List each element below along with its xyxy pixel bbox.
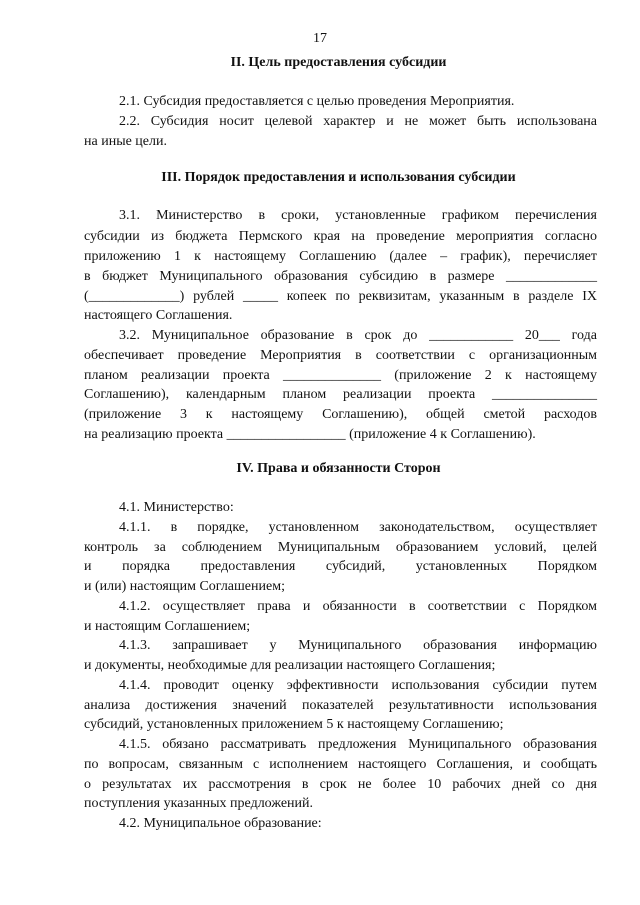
paragraph-2-2-line: 2.2. Субсидия носит целевой характер и не может быть использована — [119, 114, 597, 129]
paragraph-4-1-1-line: и порядка предоставления субсидий, установленных Порядком — [84, 559, 597, 574]
paragraph-4-1-1-line: 4.1.1. в порядке, установленном законодательством, осуществляет — [119, 520, 597, 535]
paragraph-4-1-3-line: и документы, необходимые для реализации настоящего Соглашения; — [84, 658, 496, 673]
paragraph-4-1-1-line: и (или) настоящим Соглашением; — [84, 579, 285, 594]
paragraph-4-1-5-line: о результатах их рассмотрения в срок не более 10 рабочих дней со дня — [84, 777, 597, 792]
paragraph-3-2-line: обеспечивает проведение Мероприятия в соответствии с организационным — [84, 348, 597, 363]
paragraph-4-1-5-line: 4.1.5. обязано рассматривать предложения Муниципального образования — [119, 737, 597, 752]
paragraph-3-1-line: субсидии из бюджета Пермского края на проведение мероприятия согласно — [84, 229, 597, 244]
section-2-heading: II. Цель предоставления субсидии — [230, 55, 447, 70]
paragraph-4-2: 4.2. Муниципальное образование: — [119, 816, 322, 831]
section-3-heading: III. Порядок предоставления и использования субсидии — [161, 170, 516, 185]
section-4-heading: IV. Права и обязанности Сторон — [236, 461, 441, 476]
paragraph-3-1-line: приложению 1 к настоящему Соглашению (далее – график), перечисляет — [84, 249, 597, 264]
paragraph-4-1-1-line: контроль за соблюдением Муниципальным образованием условий, целей — [84, 540, 597, 555]
paragraph-4-1-4-line: анализа достижения значений показателей результативности использования — [84, 698, 597, 713]
paragraph-3-2-line: на реализацию проекта _________________ (приложение 4 к Соглашению). — [84, 427, 536, 442]
paragraph-3-1-line: 3.1. Министерство в сроки, установленные графиком перечисления — [119, 208, 597, 223]
paragraph-4-1-5-line: по вопросам, связанным с исполнением настоящего Соглашения, и сообщать — [84, 757, 597, 772]
paragraph-4-1-4-line: субсидий, установленных приложением 5 к настоящему Соглашению; — [84, 717, 504, 732]
paragraph-2-1: 2.1. Субсидия предоставляется с целью проведения Мероприятия. — [119, 94, 515, 109]
paragraph-3-2-line: Соглашению), календарным планом реализации проекта _______________ — [84, 387, 597, 402]
paragraph-2-2-line: на иные цели. — [84, 134, 167, 149]
paragraph-4-1-4-line: 4.1.4. проводит оценку эффективности использования субсидии путем — [119, 678, 597, 693]
paragraph-4-1: 4.1. Министерство: — [119, 500, 234, 515]
paragraph-3-1-line: (_____________) рублей _____ копеек по реквизитам, указанным в разделе IX — [84, 289, 597, 304]
page-number: 17 — [313, 31, 327, 46]
paragraph-4-1-2-line: и настоящим Соглашением; — [84, 619, 251, 634]
paragraph-4-1-5-line: поступления указанных предложений. — [84, 796, 314, 811]
paragraph-3-1-line: настоящего Соглашения. — [84, 308, 233, 323]
paragraph-4-1-3-line: 4.1.3. запрашивает у Муниципального образования информацию — [119, 638, 597, 653]
paragraph-3-2-line: (приложение 3 к настоящему Соглашению), общей сметой расходов — [84, 407, 597, 422]
paragraph-4-1-2-line: 4.1.2. осуществляет права и обязанности в соответствии с Порядком — [119, 599, 597, 614]
paragraph-3-2-line: 3.2. Муниципальное образование в срок до ____________ 20___ года — [119, 328, 597, 343]
paragraph-3-1-line: в бюджет Муниципального образования субсидию в размере _____________ — [84, 269, 597, 284]
paragraph-3-2-line: планом реализации проекта ______________ (приложение 2 к настоящему — [84, 368, 597, 383]
